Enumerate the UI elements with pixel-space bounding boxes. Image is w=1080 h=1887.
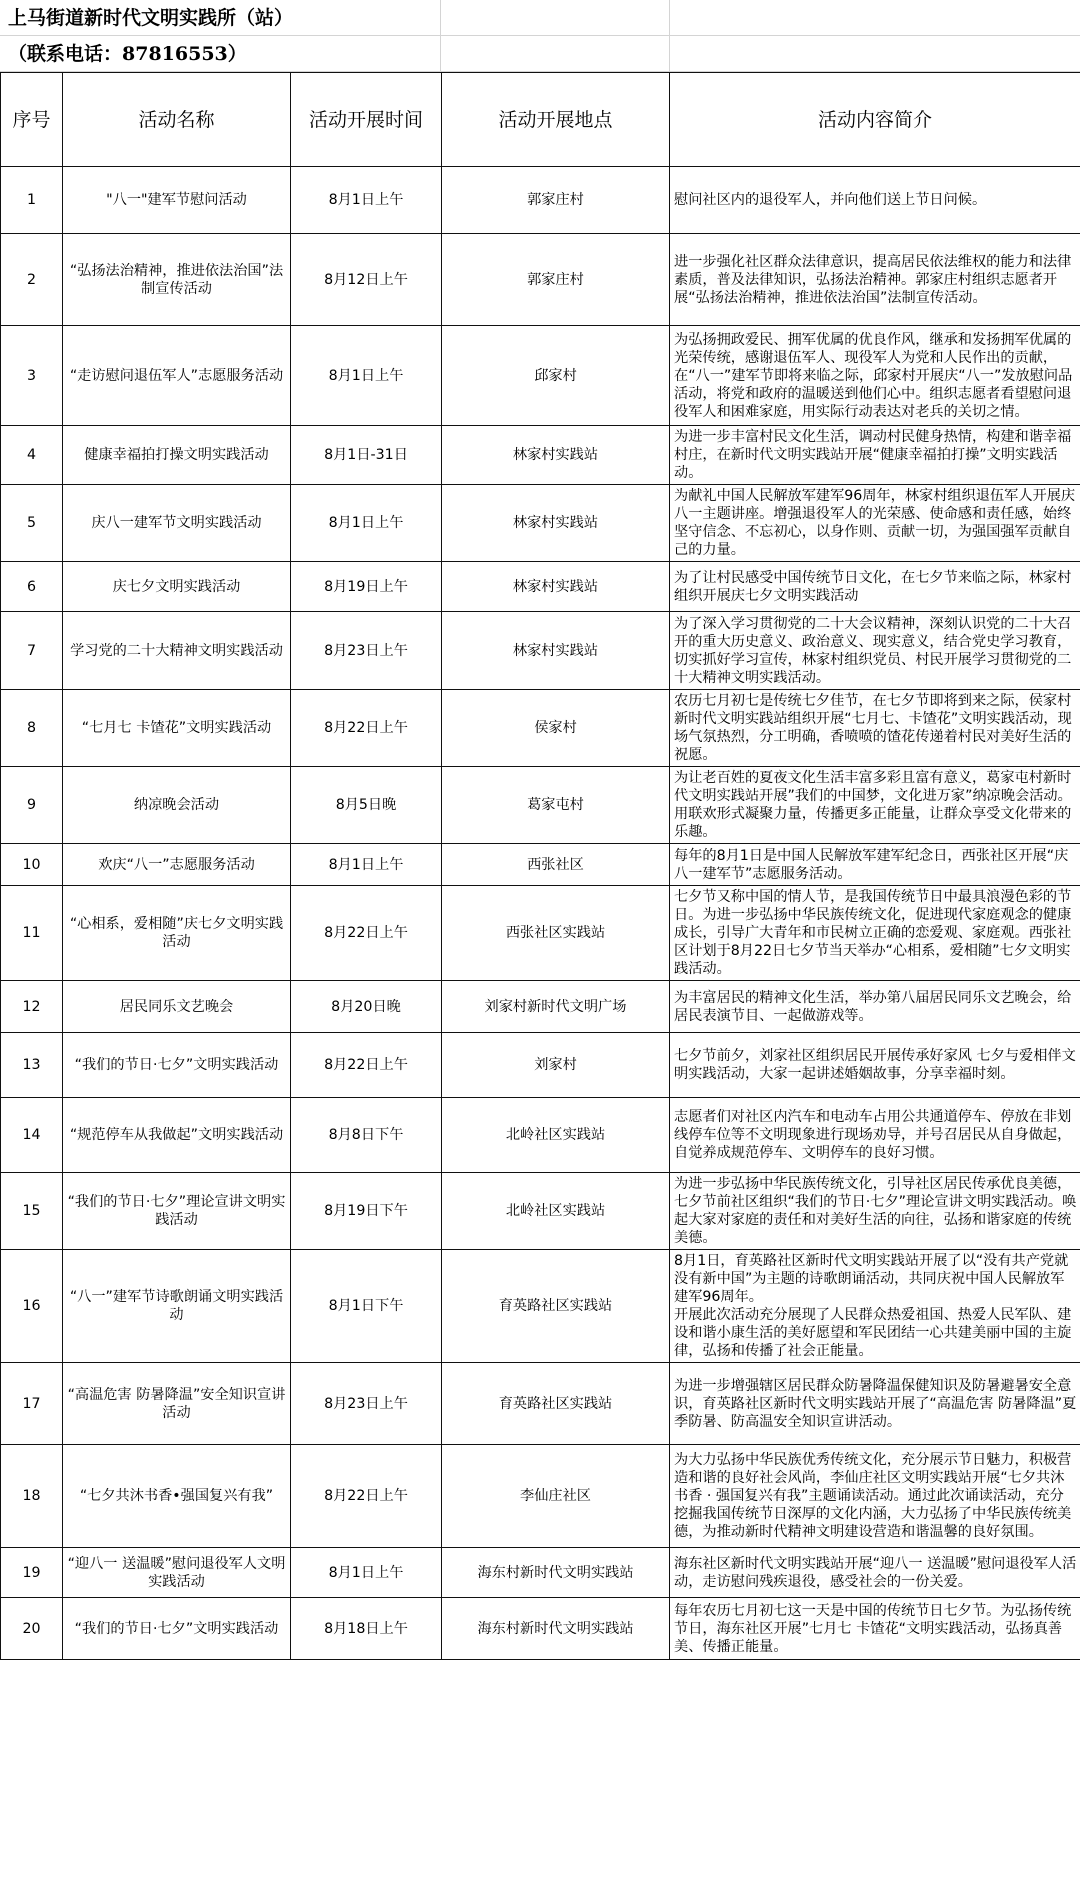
activity-name-cell[interactable]: 庆七夕文明实践活动 — [63, 562, 291, 612]
activity-desc-cell[interactable]: 为献礼中国人民解放军建军96周年，林家村组织退伍军人开展庆八一主题讲座。增强退役军人的光荣感、使命感和责任感，始终坚守信念、不忘初心，以身作则、贡献一切，为强国强军贡献自己的力量。 — [670, 485, 1080, 562]
activity-name-cell[interactable]: “走访慰问退伍军人”志愿服务活动 — [63, 326, 291, 426]
phone-row — [0, 36, 1080, 72]
activity-time-cell[interactable]: 8月5日晚 — [291, 767, 442, 844]
activity-time-cell[interactable]: 8月19日上午 — [291, 562, 442, 612]
contact-phone[interactable]: （联系电话：87816553） — [8, 43, 247, 65]
activity-desc-cell[interactable]: 为进一步增强辖区居民群众防暑降温保健知识及防暑避暑安全意识，育英路社区新时代文明实践站开展了“高温危害 防暑降温”夏季防暑、防高温安全知识宣讲活动。 — [670, 1363, 1080, 1445]
activity-name-cell[interactable]: “心相系，爱相随”庆七夕文明实践活动 — [63, 886, 291, 981]
activity-name-cell[interactable]: “七夕共沐书香•强国复兴有我” — [63, 1445, 291, 1548]
activity-name-cell[interactable]: “高温危害 防暑降温”安全知识宣讲活动 — [63, 1363, 291, 1445]
activity-name-cell[interactable]: 学习党的二十大精神文明实践活动 — [63, 612, 291, 690]
activity-name-cell[interactable]: “弘扬法治精神，推进依法治国”法制宣传活动 — [63, 234, 291, 326]
row-number-cell[interactable]: 10 — [1, 844, 63, 886]
table-row — [1, 690, 1080, 767]
row-number-cell[interactable]: 16 — [1, 1250, 63, 1363]
activity-time-cell[interactable]: 8月23日上午 — [291, 612, 442, 690]
activity-time-cell[interactable]: 8月20日晚 — [291, 981, 442, 1033]
row-number-cell[interactable]: 9 — [1, 767, 63, 844]
activity-name-cell[interactable]: "八一"建军节慰问活动 — [63, 167, 291, 234]
table-row — [1, 1173, 1080, 1250]
activity-place-cell[interactable]: 北岭社区实践站 — [442, 1098, 670, 1173]
activity-place-cell[interactable]: 邱家村 — [442, 326, 670, 426]
activity-time-cell[interactable]: 8月22日上午 — [291, 690, 442, 767]
column-header-desc[interactable]: 活动内容简介 — [670, 73, 1080, 167]
table-row — [1, 1033, 1080, 1098]
activity-name-cell[interactable]: “我们的节日·七夕”文明实践活动 — [63, 1033, 291, 1098]
activity-name-cell[interactable]: “我们的节日·七夕”文明实践活动 — [63, 1598, 291, 1660]
activity-name-cell[interactable]: “七月七 卡馇花”文明实践活动 — [63, 690, 291, 767]
activity-place-cell[interactable]: 西张社区实践站 — [442, 886, 670, 981]
table-row — [1, 612, 1080, 690]
activity-place-cell[interactable]: 刘家村新时代文明广场 — [442, 981, 670, 1033]
activity-time-cell[interactable]: 8月19日下午 — [291, 1173, 442, 1250]
row-number-cell[interactable]: 14 — [1, 1098, 63, 1173]
activity-place-cell[interactable]: 林家村实践站 — [442, 612, 670, 690]
activity-place-cell[interactable]: 育英路社区实践站 — [442, 1363, 670, 1445]
row-number-cell[interactable]: 12 — [1, 981, 63, 1033]
activity-place-cell[interactable]: 林家村实践站 — [442, 426, 670, 485]
activity-desc-cell[interactable]: 为大力弘扬中华民族优秀传统文化，充分展示节日魅力，积极营造和谐的良好社会风尚，李仙庄社区文明实践站开展“七夕共沐书香 · 强国复兴有我”主题诵读活动。通过此次诵读活动，充分挖掘我国传统节日深厚的文化内涵，大力弘扬了中华民族传统美德，为推动新时代精神文明建设营造和谐温馨的良好氛围。 — [670, 1445, 1080, 1548]
activity-desc-cell[interactable]: 七夕节前夕，刘家社区组织居民开展传承好家风 七夕与爱相伴文明实践活动，大家一起讲述婚姻故事，分享幸福时刻。 — [670, 1033, 1080, 1098]
activity-place-cell[interactable]: 海东村新时代文明实践站 — [442, 1598, 670, 1660]
table-row — [1, 562, 1080, 612]
activity-desc-cell[interactable]: 8月1日，育英路社区新时代文明实践站开展了以“没有共产党就没有新中国”为主题的诗歌朗诵活动，共同庆祝中国人民解放军建军96周年。 开展此次活动充分展现了人民群众热爱祖国、热爱人民军队、建设和谐小康生活的美好愿望和军民团结一心共建美丽中国的主旋律，弘扬和传播了社会正能量。 — [670, 1250, 1080, 1363]
row-number-cell[interactable]: 5 — [1, 485, 63, 562]
activity-time-cell[interactable]: 8月1日上午 — [291, 1548, 442, 1598]
row-number-cell[interactable]: 8 — [1, 690, 63, 767]
table-row — [1, 767, 1080, 844]
activity-place-cell[interactable]: 侯家村 — [442, 690, 670, 767]
activity-place-cell[interactable]: 育英路社区实践站 — [442, 1250, 670, 1363]
table-body — [1, 167, 1080, 1660]
activity-time-cell[interactable]: 8月22日上午 — [291, 1033, 442, 1098]
table-row — [1, 426, 1080, 485]
activity-time-cell[interactable]: 8月8日下午 — [291, 1098, 442, 1173]
activity-time-cell[interactable]: 8月1日下午 — [291, 1250, 442, 1363]
activity-place-cell[interactable]: 葛家屯村 — [442, 767, 670, 844]
table-row — [1, 1250, 1080, 1363]
column-header-name[interactable]: 活动名称 — [63, 73, 291, 167]
activity-name-cell[interactable]: 庆八一建军节文明实践活动 — [63, 485, 291, 562]
activity-desc-cell[interactable]: 每年的8月1日是中国人民解放军建军纪念日，西张社区开展“庆八一建军节”志愿服务活动。 — [670, 844, 1080, 886]
table-row — [1, 234, 1080, 326]
table-row — [1, 1363, 1080, 1445]
activity-place-cell[interactable]: 西张社区 — [442, 844, 670, 886]
activity-time-cell[interactable]: 8月12日上午 — [291, 234, 442, 326]
activity-time-cell[interactable]: 8月1日上午 — [291, 326, 442, 426]
row-number-cell[interactable]: 6 — [1, 562, 63, 612]
activity-desc-cell[interactable]: 为丰富居民的精神文化生活，举办第八届居民同乐文艺晚会，给居民表演节目、一起做游戏等。 — [670, 981, 1080, 1033]
row-number-cell[interactable]: 2 — [1, 234, 63, 326]
activity-desc-cell[interactable]: 进一步强化社区群众法律意识，提高居民依法维权的能力和法律素质，普及法律知识，弘扬法治精神。郭家庄村组织志愿者开展“弘扬法治精神，推进依法治国”法制宣传活动。 — [670, 234, 1080, 326]
activity-place-cell[interactable]: 林家村实践站 — [442, 485, 670, 562]
activity-desc-cell[interactable]: 为进一步丰富村民文化生活，调动村民健身热情，构建和谐幸福村庄，在新时代文明实践站开展“健康幸福拍打操”文明实践活动。 — [670, 426, 1080, 485]
table-row — [1, 1445, 1080, 1548]
title-row — [0, 0, 1080, 36]
activity-desc-cell[interactable]: 为弘扬拥政爱民、拥军优属的优良作风，继承和发扬拥军优属的光荣传统，感谢退伍军人、现役军人为党和人民作出的贡献，在“八一”建军节即将来临之际，邱家村开展庆“八一”发放慰问品活动，将党和政府的温暖送到他们心中。组织志愿者看望慰问退役军人和困难家庭，用实际行动表达对老兵的关切之情。 — [670, 326, 1080, 426]
activity-time-cell[interactable]: 8月22日上午 — [291, 886, 442, 981]
table-row — [1, 1548, 1080, 1598]
activity-desc-cell[interactable]: 农历七月初七是传统七夕佳节，在七夕节即将到来之际，侯家村新时代文明实践站组织开展“七月七、卡馇花”文明实践活动，现场气氛热烈，分工明确，香喷喷的馇花传递着村民对美好生活的祝愿。 — [670, 690, 1080, 767]
activity-place-cell[interactable]: 林家村实践站 — [442, 562, 670, 612]
column-header-time[interactable]: 活动开展时间 — [291, 73, 442, 167]
activity-place-cell[interactable]: 海东村新时代文明实践站 — [442, 1548, 670, 1598]
activity-desc-cell[interactable]: 为进一步弘扬中华民族传统文化，引导社区居民传承优良美德，七夕节前社区组织“我们的节日·七夕”理论宣讲文明实践活动。唤起大家对家庭的责任和对美好生活的向往，弘扬和谐家庭的传统美德。 — [670, 1173, 1080, 1250]
activity-place-cell[interactable]: 郭家庄村 — [442, 234, 670, 326]
activity-name-cell[interactable]: 欢庆“八一”志愿服务活动 — [63, 844, 291, 886]
table-row — [1, 1598, 1080, 1660]
row-number-cell[interactable]: 3 — [1, 326, 63, 426]
activity-desc-cell[interactable]: 为了让村民感受中国传统节日文化，在七夕节来临之际，林家村组织开展庆七夕文明实践活动 — [670, 562, 1080, 612]
activity-name-cell[interactable]: 健康幸福拍打操文明实践活动 — [63, 426, 291, 485]
activity-time-cell[interactable]: 8月1日上午 — [291, 167, 442, 234]
table-row — [1, 485, 1080, 562]
activity-desc-cell[interactable]: 为让老百姓的夏夜文化生活丰富多彩且富有意义，葛家屯村新时代文明实践站开展”我们的中国梦，文化进万家”纳凉晚会活动。用联欢形式凝聚力量，传播更多正能量，让群众享受文化带来的乐趣。 — [670, 767, 1080, 844]
activity-name-cell[interactable]: “迎八一 送温暖”慰问退役军人文明实践活动 — [63, 1548, 291, 1598]
activity-time-cell[interactable]: 8月22日上午 — [291, 1445, 442, 1548]
activity-time-cell[interactable]: 8月18日上午 — [291, 1598, 442, 1660]
row-number-cell[interactable]: 20 — [1, 1598, 63, 1660]
row-number-cell[interactable]: 15 — [1, 1173, 63, 1250]
activity-desc-cell[interactable]: 慰问社区内的退役军人，并向他们送上节日问候。 — [670, 167, 1080, 234]
activity-name-cell[interactable]: 纳凉晚会活动 — [63, 767, 291, 844]
sheet-title[interactable]: 上马街道新时代文明实践所（站） — [8, 7, 294, 29]
activity-desc-cell[interactable]: 志愿者们对社区内汽车和电动车占用公共通道停车、停放在非划线停车位等不文明现象进行现场劝导，并号召居民从自身做起，自觉养成规范停车、文明停车的良好习惯。 — [670, 1098, 1080, 1173]
row-number-cell[interactable]: 19 — [1, 1548, 63, 1598]
table-row — [1, 844, 1080, 886]
activity-desc-cell[interactable]: 海东社区新时代文明实践站开展“迎八一 送温暖”慰问退役军人活动，走访慰问残疾退役，感受社会的一份关爱。 — [670, 1548, 1080, 1598]
column-header-no[interactable]: 序号 — [1, 73, 63, 167]
activity-desc-cell[interactable]: 每年农历七月初七这一天是中国的传统节日七夕节。为弘扬传统节日，海东社区开展”七月七 卡馇花“文明实践活动，弘扬真善美、传播正能量。 — [670, 1598, 1080, 1660]
gridline — [440, 0, 441, 72]
gridline — [669, 0, 670, 72]
row-number-cell[interactable]: 7 — [1, 612, 63, 690]
row-number-cell[interactable]: 1 — [1, 167, 63, 234]
row-number-cell[interactable]: 13 — [1, 1033, 63, 1098]
row-number-cell[interactable]: 4 — [1, 426, 63, 485]
row-number-cell[interactable]: 11 — [1, 886, 63, 981]
activity-desc-cell[interactable]: 为了深入学习贯彻党的二十大会议精神，深刻认识党的二十大召开的重大历史意义、政治意义、现实意义，结合党史学习教育，切实抓好学习宣传，林家村组织党员、村民开展学习贯彻党的二十大精神文明实践活动。 — [670, 612, 1080, 690]
activity-time-cell[interactable]: 8月23日上午 — [291, 1363, 442, 1445]
row-number-cell[interactable]: 17 — [1, 1363, 63, 1445]
table-row — [1, 167, 1080, 234]
row-number-cell[interactable]: 18 — [1, 1445, 63, 1548]
activity-name-cell[interactable]: “规范停车从我做起”文明实践活动 — [63, 1098, 291, 1173]
table-row — [1, 981, 1080, 1033]
table-row — [1, 886, 1080, 981]
activity-time-cell[interactable]: 8月1日-31日 — [291, 426, 442, 485]
activity-desc-cell[interactable]: 七夕节又称中国的情人节，是我国传统节日中最具浪漫色彩的节日。为进一步弘扬中华民族传统文化，促进现代家庭观念的健康成长，引导广大青年和市民树立正确的恋爱观、家庭观。西张社区计划于8月22日七夕节当天举办“心相系，爱相随”七夕文明实践活动。 — [670, 886, 1080, 981]
table-header-row — [1, 73, 1080, 167]
activity-table — [0, 72, 1080, 1660]
table-row — [1, 1098, 1080, 1173]
table-row — [1, 326, 1080, 426]
activity-place-cell[interactable]: 郭家庄村 — [442, 167, 670, 234]
activity-place-cell[interactable]: 北岭社区实践站 — [442, 1173, 670, 1250]
activity-time-cell[interactable]: 8月1日上午 — [291, 485, 442, 562]
activity-name-cell[interactable]: 居民同乐文艺晚会 — [63, 981, 291, 1033]
column-header-place[interactable]: 活动开展地点 — [442, 73, 670, 167]
activity-name-cell[interactable]: “八一”建军节诗歌朗诵文明实践活动 — [63, 1250, 291, 1363]
activity-time-cell[interactable]: 8月1日上午 — [291, 844, 442, 886]
activity-place-cell[interactable]: 刘家村 — [442, 1033, 670, 1098]
activity-place-cell[interactable]: 李仙庄社区 — [442, 1445, 670, 1548]
activity-name-cell[interactable]: “我们的节日·七夕”理论宣讲文明实践活动 — [63, 1173, 291, 1250]
